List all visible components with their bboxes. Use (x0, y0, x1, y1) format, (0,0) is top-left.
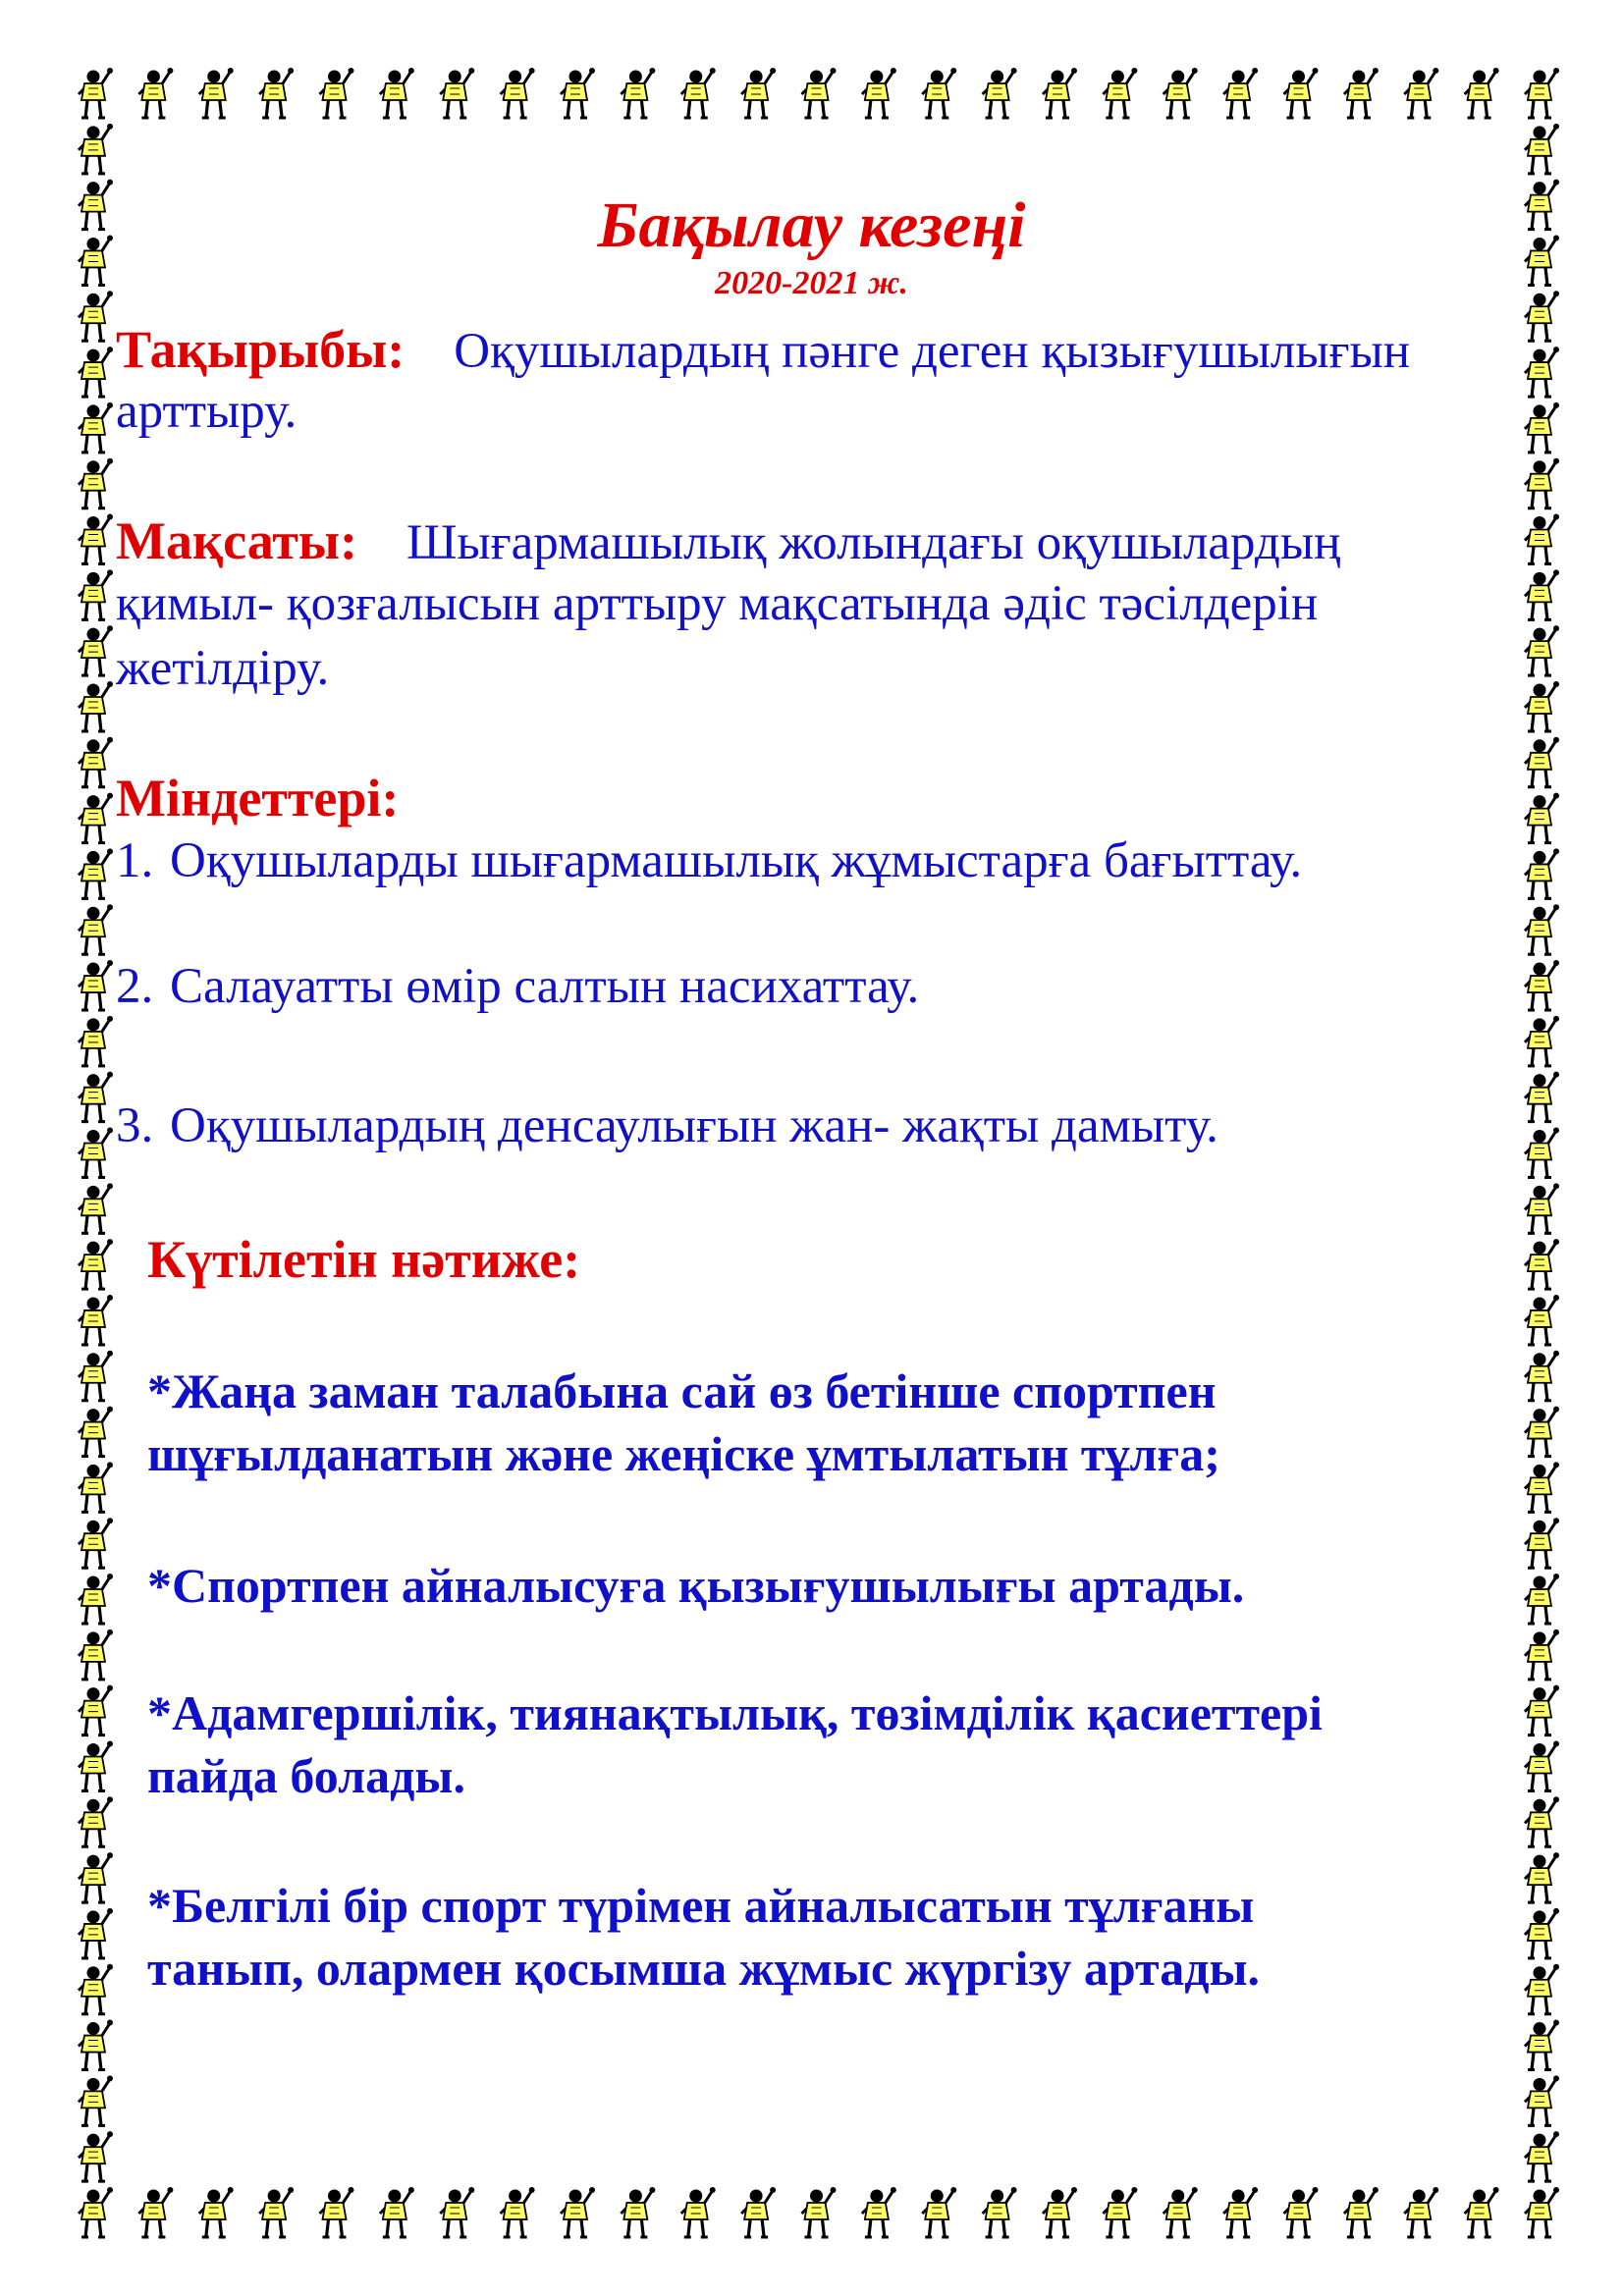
task-text: Салауатты өмір салтын насихаттау. (170, 959, 920, 1014)
task-item (116, 832, 1303, 889)
task-item (116, 1097, 1218, 1154)
task-number: 1. (116, 833, 154, 888)
page-title: Бақылау кезеңі (597, 189, 1026, 261)
academic-year: 2020-2021 ж. (715, 265, 908, 301)
task-text: Оқушыларды шығармашылық жұмыстарға бағыттау. (170, 833, 1303, 888)
task-text: Оқушылардың денсаулығын жан- жақты дамыту. (170, 1098, 1218, 1153)
result-item-line: *Жаңа заман талабына сай өз бетінше спортпен (147, 1363, 1217, 1418)
goal-label: Мақсаты: (116, 511, 357, 570)
goal-text: Шығармашылық жолындағы оқушылардың (406, 515, 1341, 570)
task-item (116, 958, 920, 1015)
topic-block (116, 319, 1410, 380)
goal-text-line2: қимыл- қозғалысын арттыру мақсатында әдіс тәсілдерін (116, 576, 1319, 631)
results-label: Күтілетін нәтиже: (147, 1230, 581, 1289)
result-item-line: *Белгілі бір спорт түрімен айналысатын тұлғаны (147, 1878, 1255, 1933)
result-item-line: танып, олармен қосымша жұмыс жүргізу артады. (147, 1941, 1261, 1996)
task-number: 3. (116, 1098, 154, 1153)
topic-text: Оқушылардың пәнге деген қызығушылығын (454, 324, 1411, 379)
result-item-line: шұғылданатын және жеңіске ұмтылатын тұлға; (147, 1426, 1220, 1481)
topic-label: Тақырыбы: (116, 320, 406, 379)
result-item-line: *Спортпен айналысуға қызығушылығы артады. (147, 1558, 1245, 1613)
result-item-line: *Адамгершілік, тиянақтылық, төзімділік қасиеттері (147, 1685, 1323, 1740)
result-item-line: пайда болады. (147, 1748, 465, 1803)
topic-text-continued: арттыру. (116, 384, 298, 439)
goal-text-line3: жетілдіру. (116, 641, 330, 696)
goal-block (116, 510, 1340, 571)
tasks-label: Міндеттері: (116, 769, 400, 828)
task-number: 2. (116, 959, 154, 1014)
